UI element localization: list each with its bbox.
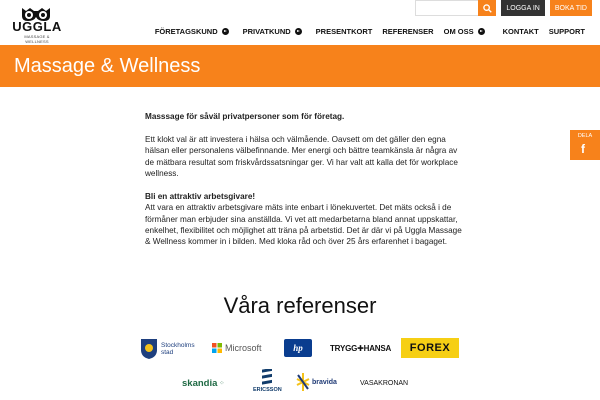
chevron-right-icon: [478, 28, 485, 35]
logo-text: skandia: [182, 378, 218, 389]
dots-icon: ⁘: [219, 381, 225, 387]
main-content: [145, 111, 465, 248]
site-header: [0, 0, 600, 45]
logo-text: Microsoft: [225, 343, 262, 353]
nav-item-label: PRIVATKUND: [242, 27, 291, 36]
logo-bravida: [296, 372, 337, 392]
chevron-right-icon: [295, 28, 302, 35]
logo-skandia: [182, 378, 224, 389]
logo-text: TRYGG✚HANSA: [330, 344, 392, 353]
share-widget[interactable]: [570, 130, 600, 160]
nav-item-label: SUPPORT: [548, 27, 585, 36]
content-paragraph: Ett klokt val är att investera i hälsa och välmående. Oavsett om det gäller den egna hälsan eller personalens välbefinnande. Mer energi och bättre teamkänsla är några av de mätbara resultat som friskvårdssatsningar ger. Vi har valt att kalla det för workplace wellness.: [145, 134, 458, 179]
bravida-icon: [296, 372, 310, 392]
logo-text: VASAKRONAN: [360, 380, 409, 387]
logo-text: FOREX: [401, 338, 459, 358]
search-input[interactable]: [415, 0, 478, 16]
nav-item-label: PRESENTKORT: [315, 27, 373, 36]
search-icon: [483, 4, 492, 13]
logo-wordmark: UGGLA: [12, 19, 62, 34]
nav-item-privatkund[interactable]: [243, 27, 302, 36]
logo-stockholms-stad: [140, 338, 195, 360]
nav-item-kontakt[interactable]: [503, 27, 539, 36]
logo-vasakronan: [360, 380, 408, 387]
nav-item-label: OM OSS: [443, 27, 474, 36]
main-nav: [141, 27, 585, 36]
logo-microsoft: [212, 343, 262, 353]
content-paragraph: Att vara en attraktiv arbetsgivare mäts inte enbart i lönekuvertet. Det mäts också i de förmåner man erbjuder sina anställda. Vi vet att medarbetarna bland annat uppskattar, enkelhet, flexibilitet och möjlighet att träna på arbetstid. Det är där vi på Uggla Massage & Wellness kommer in i bilden. Med kloka råd och över 25 års erfarenhet i bagaget.: [145, 203, 462, 247]
page-hero-band: [0, 45, 600, 87]
references-logos: [0, 335, 600, 400]
nav-item-presentkort[interactable]: [316, 27, 373, 36]
content-heading-text: Masssage för såväl privatpersoner som för företag.: [145, 112, 345, 121]
login-button[interactable]: LOGGA IN: [501, 0, 544, 16]
logo-text-line: stad: [161, 349, 174, 356]
microsoft-icon: [212, 343, 222, 353]
content-heading: [145, 111, 465, 122]
logo-text: ERICSSON: [253, 387, 282, 393]
facebook-icon[interactable]: f: [581, 142, 585, 156]
logo-tagline: MASSAGE & WELLNESS: [24, 34, 50, 44]
content-section: [145, 191, 465, 248]
nav-item-label: KONTAKT: [502, 27, 539, 36]
nav-item-foretagskund[interactable]: [155, 27, 229, 36]
nav-item-label: FÖRETAGSKUND: [154, 27, 218, 36]
nav-item-om-oss[interactable]: [444, 27, 485, 36]
logo-text: hp: [284, 339, 312, 357]
logo-ericsson: [253, 369, 282, 393]
logo-trygg-hansa: [330, 344, 391, 353]
chevron-right-icon: [222, 28, 229, 35]
ericsson-icon: [260, 369, 274, 387]
stockholm-crest-icon: [140, 338, 158, 360]
nav-item-referenser[interactable]: [382, 27, 433, 36]
book-time-button[interactable]: BOKA TID: [550, 0, 592, 16]
logo-hp: [284, 339, 312, 357]
logo-text: bravida: [312, 378, 337, 386]
references-title: Våra referenser: [223, 293, 377, 318]
logo-forex: [401, 338, 459, 358]
share-label: DELA: [577, 133, 593, 139]
top-utility-bar: [415, 0, 592, 16]
content-subheading: Bli en attraktiv arbetsgivare!: [145, 191, 256, 201]
uggla-logo[interactable]: [12, 6, 62, 42]
nav-item-label: REFERENSER: [382, 27, 434, 36]
page-title: Massage & Wellness: [14, 55, 201, 77]
search-button[interactable]: [478, 0, 496, 16]
logo-text-line: Stockholms: [161, 342, 195, 349]
nav-item-support[interactable]: [549, 27, 585, 36]
